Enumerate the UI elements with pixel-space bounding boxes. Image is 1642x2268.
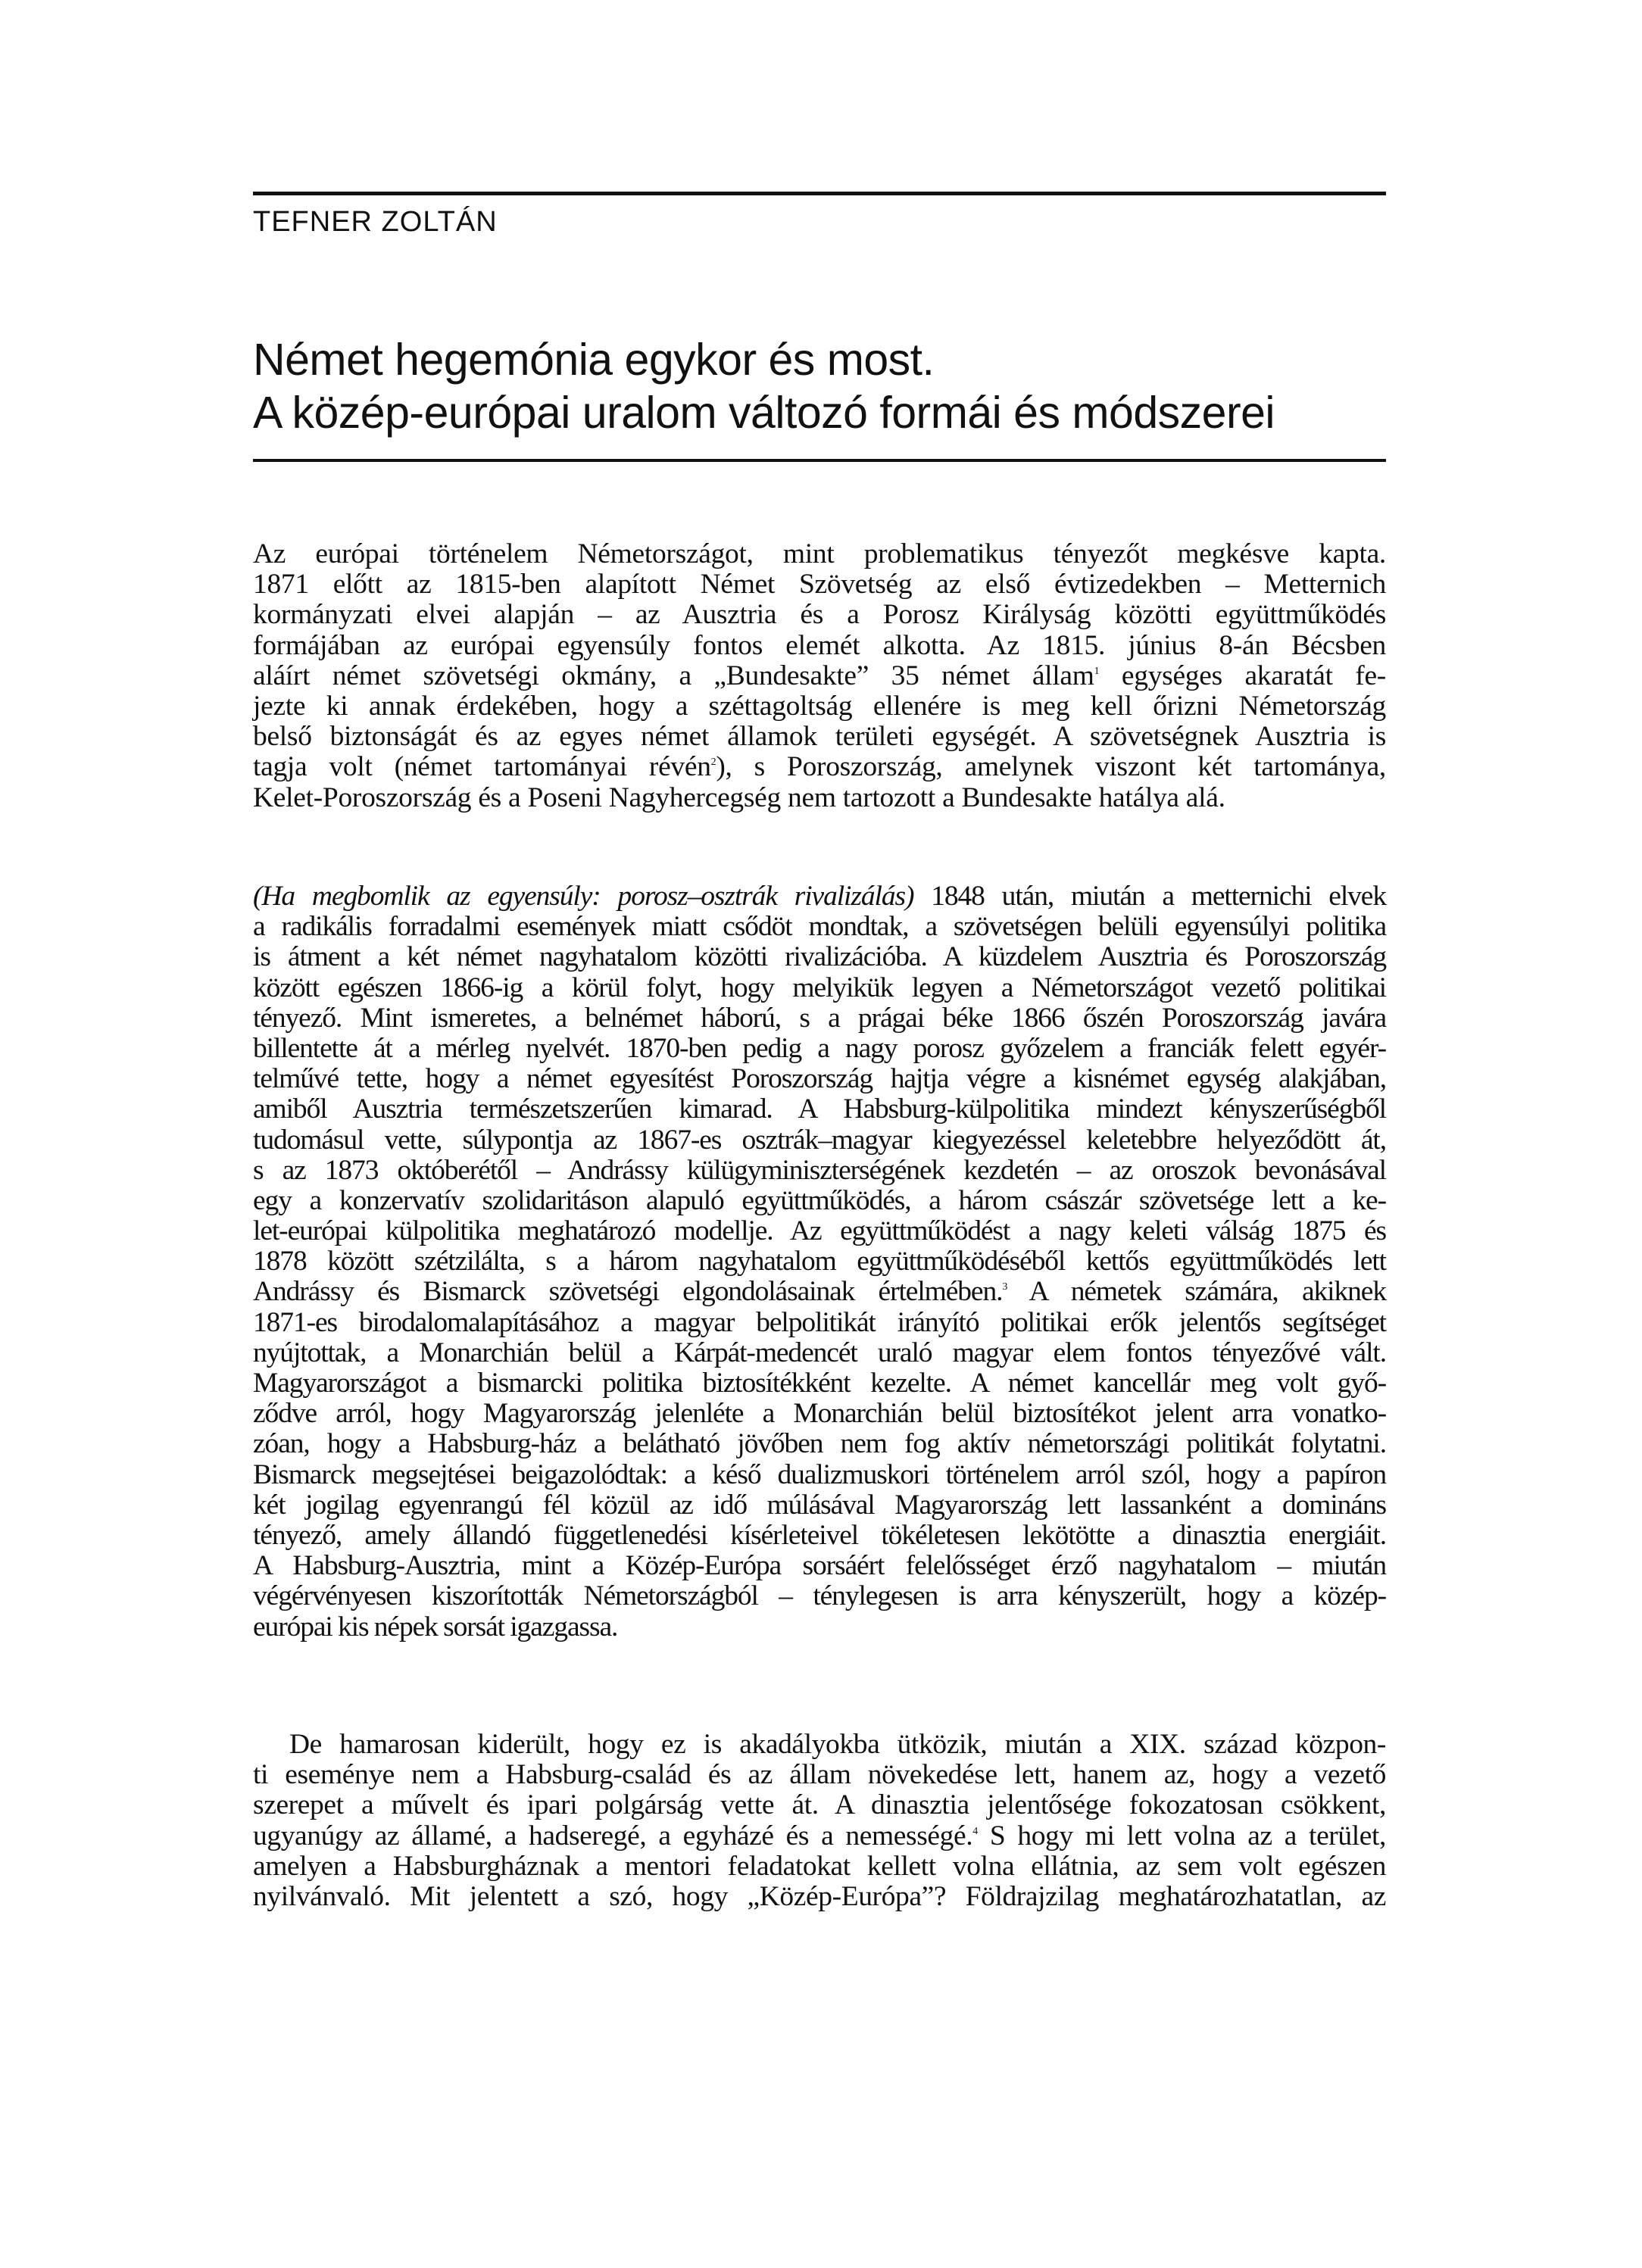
paragraph-3-line: ti eseménye nem a Habsburg-család és az állam növekedése lett, hanem az, hogy a vezető [253, 1759, 1386, 1791]
paragraph-1-line: belső biztonságát és az egyes német államok területi egységét. A szövetségnek Ausztria is [253, 721, 1386, 753]
paragraph-2-line: európai kis népek sorsát igazgassa. [253, 1611, 618, 1643]
paragraph-3-line: De hamarosan kiderült, hogy ez is akadályokba ütközik, miután a XIX. század közpon- [289, 1729, 1386, 1760]
paragraph-3-line: ugyanúgy az államé, a hadseregé, a egyházé és a nemességé.$^4$ S hogy mi lett volna az a terület, [253, 1820, 1387, 1852]
paragraph-2-line: tudomásul vette, súlypontja az 1867-es osztrák–magyar kiegyezéssel keletebbre helyeződött át, [253, 1124, 1386, 1156]
paragraph-2-line: zóan, hogy a Habsburg-ház a belátható jövőben nem fog aktív németországi politikát folytatni. [253, 1428, 1386, 1460]
footnote-marker[interactable]: 2 [710, 757, 716, 769]
paragraph-2-line: nyújtottak, a Monarchián belül a Kárpát-medencét uraló magyar elem fontos tényezővé vált. [253, 1337, 1386, 1368]
paragraph-2-line: ződve arról, hogy Magyarország jelenléte a Monarchián belül biztosítékot jelent arra vonatko- [253, 1398, 1386, 1430]
paragraph-2-line: A Habsburg-Ausztria, mint a Közép-Európa sorsáért felelősséget érző nagyhatalom – miután [253, 1550, 1386, 1582]
title-line-2: A közép-európai uralom változó formái és módszerei [253, 388, 1275, 438]
paragraph-2-line: s az 1873 októberétől – Andrássy külügyminiszterségének kezdetén – az oroszok bevonásával [253, 1154, 1386, 1186]
paragraph-2-line: 1878 között szétzilálta, s a három nagyhatalom együttműködéséből kettős együttműködés lett [253, 1246, 1386, 1278]
paragraph-2-line: amiből Ausztria természetszerűen kimarad. A Habsburg-külpolitika mindezt kényszerűségből [253, 1093, 1386, 1125]
paragraph-1-line: formájában az európai egyensúly fontos elemét alkotta. Az 1815. június 8-án Bécsben [253, 629, 1386, 661]
paragraph-3-line: szerepet a művelt és ipari polgárság vette át. A dinasztia jelentősége fokozatosan csökkent, [253, 1789, 1386, 1821]
paragraph-1 [253, 539, 1386, 813]
paragraph-1-line: kormányzati elvei alapján – az Ausztria és a Porosz Királyság közötti együttműködés [253, 599, 1386, 631]
paragraph-2-line: két jogilag egyenrangú fél közül az idő múlásával Magyarország lett lassanként a domináns [253, 1489, 1386, 1521]
footnote-marker[interactable]: 4 [972, 1825, 978, 1837]
paragraph-2-line: a radikális forradalmi események miatt csődöt mondtak, a szövetségen belüli egyensúlyi politika [253, 911, 1386, 943]
header-rule [253, 192, 1386, 195]
paragraph-1-line: tagja volt (német tartományai révén$^2$), s Poroszország, amelynek viszont két tartománya, [253, 751, 1386, 783]
paragraph-2-line: között egészen 1866-ig a körül folyt, hogy melyikük legyen a Németországot vezető politikai [253, 972, 1386, 1003]
paragraph-2-line: Magyarországot a bismarcki politika biztosítékként kezelte. A német kancellár meg volt győ- [253, 1368, 1386, 1399]
article-title [253, 333, 1386, 439]
paragraph-2-line: Andrássy és Bismarck szövetségi elgondolásainak értelmében.$^3$ A németek számára, akiknek [253, 1276, 1386, 1308]
paragraph-2-line: Bismarck megsejtései beigazolódtak: a késő dualizmuskori történelem arról szól, hogy a papíron [253, 1458, 1386, 1490]
paragraph-2-line: is átment a két német nagyhatalom közötti rivalizációba. A küzdelem Ausztria és Poroszország [253, 941, 1386, 973]
section-run-in-heading: (Ha megbomlik az egyensúly: porosz–osztrák rivalizálás) [253, 881, 914, 912]
footnote-marker[interactable]: 3 [1002, 1281, 1007, 1293]
paragraph-1-line: jezte ki annak érdekében, hogy a széttagoltság ellenére is meg kell őrizni Németország [253, 690, 1386, 722]
paragraph-3 [253, 1730, 1386, 1912]
paragraph-2 [253, 881, 1386, 1643]
paragraph-2-line: telművé tette, hogy a német egyesítést Poroszország hajtja végre a kisnémet egység alakjában, [253, 1063, 1386, 1095]
footnote-marker[interactable]: 1 [1094, 665, 1100, 677]
paragraph-2-line: egy a konzervatív szolidaritáson alapuló együttműködés, a három császár szövetsége lett a ke- [253, 1184, 1386, 1216]
paragraph-2-line: végérvényesen kiszorították Németországból – ténylegesen is arra kényszerült, hogy a közép- [253, 1580, 1386, 1612]
title-line-1: Német hegemónia egykor és most. [253, 335, 935, 385]
author-name: TEFNER ZOLTÁN [253, 206, 498, 238]
paragraph-1-line: Az európai történelem Németországot, mint problematikus tényezőt megkésve kapta. [253, 538, 1386, 569]
paragraph-2-line: 1871-es birodalomalapításához a magyar belpolitikát irányító politikai erők jelentős segítséget [253, 1306, 1386, 1338]
title-rule [253, 459, 1386, 462]
paragraph-3-line: nyilvánvaló. Mit jelentett a szó, hogy „Közép-Európa”? Földrajzilag meghatározhatatlan, az [253, 1880, 1386, 1912]
paragraph-3-line: amelyen a Habsburgháznak a mentori feladatokat kellett volna ellátnia, az sem volt egészen [253, 1850, 1386, 1882]
paragraph-2-line: let-európai külpolitika meghatározó modellje. Az együttműködést a nagy keleti válság 1875 és [253, 1215, 1386, 1247]
paragraph-2-line: tényező, amely állandó függetlenedési kísérleteivel tökéletesen lekötötte a dinasztia energiáit. [253, 1519, 1386, 1551]
paragraph-2-line: billentette át a mérleg nyelvét. 1870-ben pedig a nagy porosz győzelem a franciák felett egyér- [253, 1032, 1386, 1064]
paragraph-1-line: 1871 előtt az 1815-ben alapított Német Szövetség az első évtizedekben – Metternich [253, 569, 1386, 601]
paragraph-1-line: aláírt német szövetségi okmány, a „Bundesakte” 35 német állam$^1$ egységes akaratát fe- [253, 660, 1386, 691]
paragraph-2-line: tényező. Mint ismeretes, a belnémet háború, s a prágai béke 1866 őszén Poroszország javára [253, 1002, 1386, 1034]
paragraph-1-line: Kelet-Poroszország és a Poseni Nagyhercegség nem tartozott a Bundesakte hatálya alá. [253, 781, 1225, 813]
paragraph-2-line: (Ha megbomlik az egyensúly: porosz–osztrák rivalizálás) 1848 után, miután a metternichi elvek [253, 881, 1386, 912]
